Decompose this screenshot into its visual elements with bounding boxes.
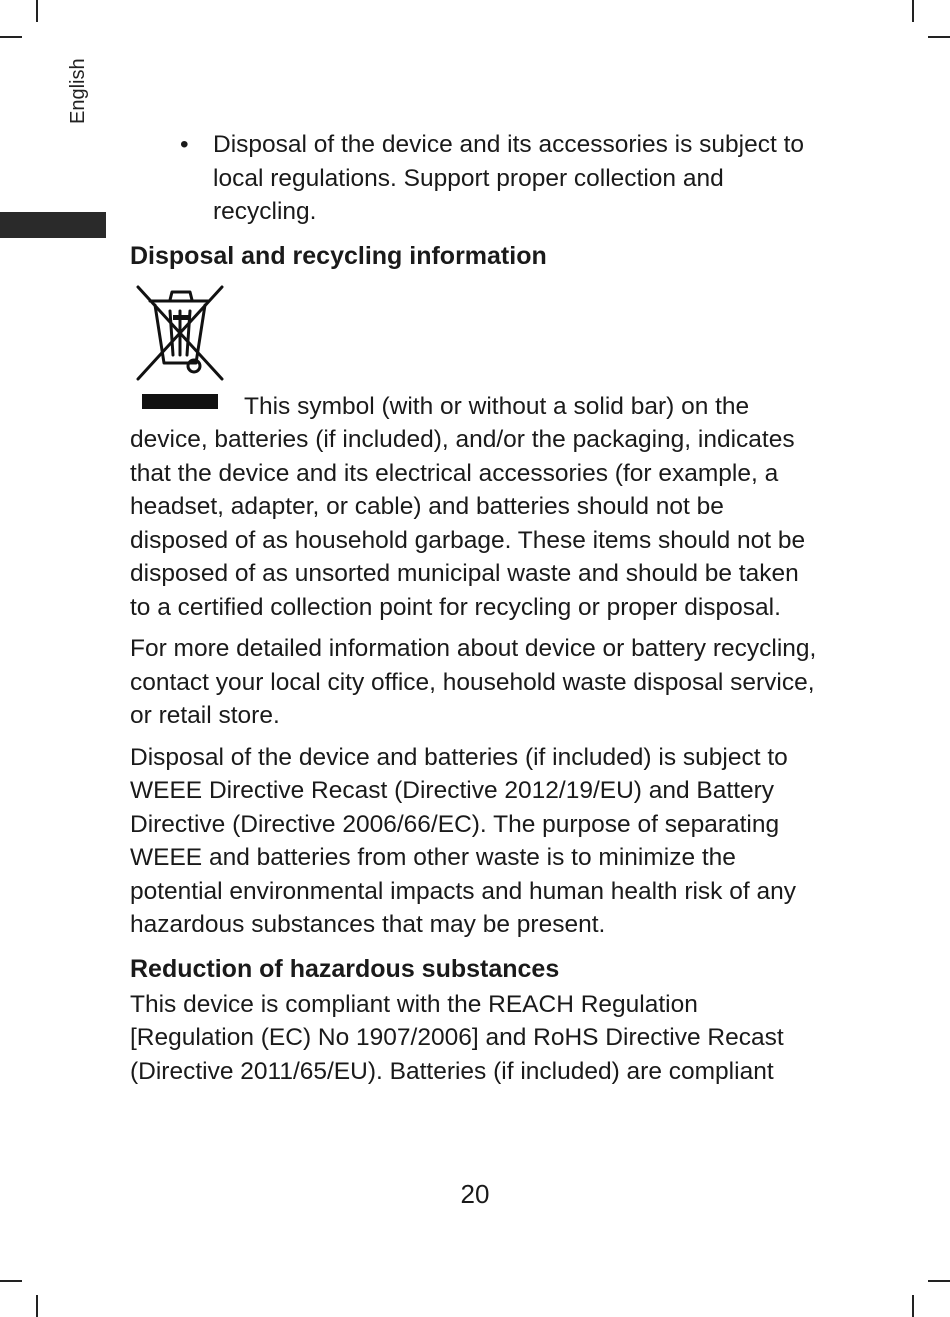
crop-mark-bottom-right-vertical <box>912 1295 914 1317</box>
bullet-dot-icon: • <box>180 131 189 158</box>
disposal-paragraph-1: This symbol (with or without a solid bar) on the device, batteries (if included), and/or the packaging, indicates that the device and its electrical accessories (for example, a headset, adapter, or cable) and batteries should not be disposed of as household garbage. These items should not be disposed of as unsorted municipal waste and should be taken to a certified collection point for recycling or proper disposal. <box>130 392 806 621</box>
page-number: 20 <box>460 1179 490 1209</box>
crop-mark-top-left-vertical <box>36 0 38 22</box>
disposal-heading: Disposal and recycling information <box>130 241 547 270</box>
bullet-text: Disposal of the device and its accessories is subject to local regulations. Support proper collection and recycling. <box>213 131 805 225</box>
crop-mark-top-right-horizontal <box>928 36 950 38</box>
bullet-item <box>130 128 825 229</box>
language-tab-marker <box>0 212 106 238</box>
disposal-paragraph-3: Disposal of the device and batteries (if included) is subject to WEEE Directive Recast (Directive 2012/19/EU) and Battery Directive (Directive 2006/66/EC). The purpose of separating WEEE and batteries from other waste is to minimize the potential environmental impacts and human health risk of any hazardous substances that may be present. <box>130 743 796 938</box>
crop-mark-bottom-right-horizontal <box>928 1280 950 1282</box>
solid-bar-icon <box>142 394 218 409</box>
crop-mark-bottom-left-horizontal <box>0 1280 22 1282</box>
crop-mark-bottom-left-vertical <box>36 1295 38 1317</box>
crop-mark-top-right-vertical <box>912 0 914 22</box>
reduction-paragraph-1: This device is compliant with the REACH Regulation [Regulation (EC) No 1907/2006] and RoHS Directive Recast (Directive 2011/65/EU). Batteries (if included) are compliant <box>130 990 784 1085</box>
disposal-paragraph-2: For more detailed information about device or battery recycling, contact your local city office, household waste disposal service, or retail store. <box>130 635 817 729</box>
reduction-heading: Reduction of hazardous substances <box>130 954 560 983</box>
language-tab-label: English <box>67 58 89 124</box>
crop-mark-top-left-horizontal <box>0 36 22 38</box>
page-content <box>130 128 825 1088</box>
crossed-out-wheelie-bin-icon <box>130 281 230 386</box>
